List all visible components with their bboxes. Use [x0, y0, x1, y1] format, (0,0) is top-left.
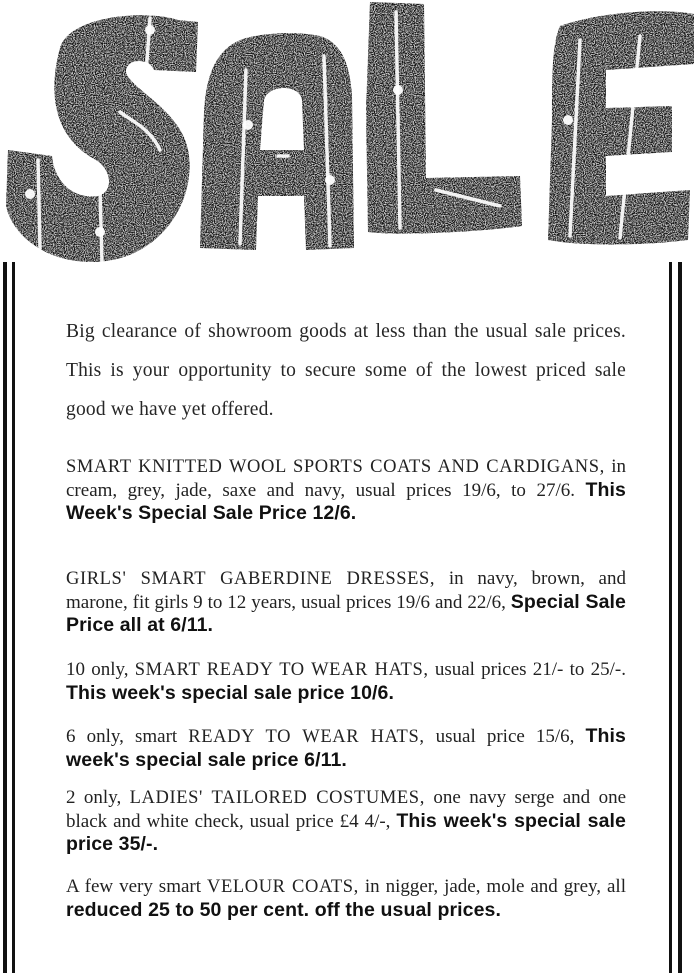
- left-border-rule-outer: [3, 262, 7, 973]
- item-detail: in navy, brown, and marone, fit girls 9 to 12 years, usual prices 19/6 and 22/6,: [66, 568, 626, 613]
- item-lead: VELOUR COATS,: [206, 877, 359, 897]
- item-lead: SMART READY TO WEAR HATS,: [134, 660, 429, 680]
- sale-item-hats-6-only: [66, 725, 626, 772]
- sale-heading-graphic: [0, 0, 697, 275]
- sale-item-gaberdine-dresses: [66, 568, 626, 638]
- item-lead-prefix: 2 only,: [66, 787, 130, 808]
- item-detail: usual prices 21/- to 25/-.: [428, 659, 626, 680]
- item-special-price: This week's special sale price 10/6.: [66, 681, 395, 704]
- item-lead-prefix: A few very smart: [66, 876, 207, 897]
- item-lead-prefix: 10 only,: [66, 659, 135, 680]
- item-detail: in nigger, jade, mole and grey, all: [358, 876, 626, 897]
- item-detail: usual price 15/6,: [424, 726, 586, 747]
- intro-paragraph: Big clearance of showroom goods at less than the usual sale prices. This is your opportunity to secure some of the lowest priced sale good we have yet offered.: [66, 321, 626, 420]
- sale-heading: [0, 0, 697, 275]
- item-lead: READY TO WEAR HATS,: [188, 727, 425, 747]
- item-special-price: This week's special sale price 6/11.: [66, 725, 627, 771]
- sale-item-velour-coats: [66, 876, 626, 922]
- right-border-rule-outer: [678, 262, 682, 973]
- item-detail: in cream, grey, jade, saxe and navy, usual prices 19/6, to 27/6.: [66, 456, 626, 501]
- item-special-price: reduced 25 to 50 per cent. off the usual prices.: [66, 898, 502, 921]
- sale-item-hats-10-only: [66, 659, 626, 705]
- item-lead: GIRLS' SMART GABERDINE DRESSES,: [66, 569, 436, 589]
- left-border-rule-inner: [12, 262, 15, 973]
- sale-item-knitted-coats: [66, 456, 626, 526]
- item-special-price: This week's special sale price 35/-.: [66, 809, 626, 855]
- item-lead: LADIES' TAILORED COSTUMES,: [129, 788, 425, 808]
- item-lead-prefix: 6 only, smart: [66, 726, 189, 747]
- sale-item-tailored-costumes: [66, 787, 626, 857]
- item-lead: SMART KNITTED WOOL SPORTS COATS AND CARDIGANS,: [66, 457, 605, 477]
- item-special-price: Special Sale Price all at 6/11.: [66, 590, 626, 636]
- item-detail: one navy serge and one black and white check, usual price £4 4/-,: [66, 787, 626, 832]
- letter-a-shape: [200, 33, 354, 250]
- item-special-price: This Week's Special Sale Price 12/6.: [66, 478, 626, 524]
- letter-l-shape: [366, 2, 522, 234]
- right-border-rule-inner: [669, 262, 672, 973]
